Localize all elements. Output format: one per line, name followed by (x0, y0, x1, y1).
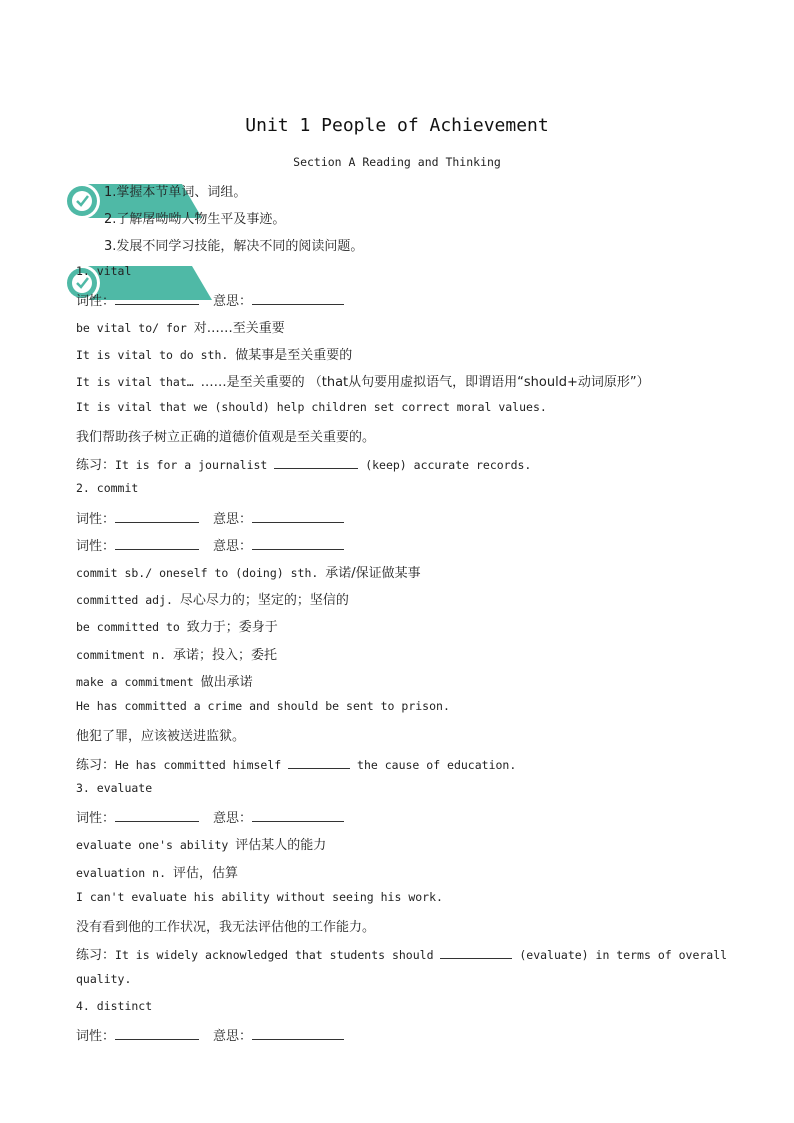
vital-example-cn: 我们帮助孩子树立正确的道德价值观是至关重要的。 (76, 430, 376, 445)
commit-phrase-3: be committed to 致力于；委身于 (76, 620, 278, 635)
page-title: Unit 1 People of Achievement (245, 115, 549, 136)
evaluate-phrase-1: evaluate one's ability 评估某人的能力 (76, 838, 327, 853)
commit-phrase-4: commitment n. 承诺；投入；委托 (76, 648, 277, 663)
commit-pos-meaning-row-2: 词性： 意思： (76, 535, 344, 554)
practice-blank[interactable] (274, 456, 358, 469)
word-heading-distinct: 4. distinct (76, 999, 153, 1013)
pos-blank[interactable] (115, 292, 199, 305)
pos-blank[interactable] (115, 537, 199, 550)
vital-phrase-3: It is vital that… ……是至关重要的 （that从句要用虚拟语气，即谓语用“should+动词原形”） (76, 375, 650, 390)
meaning-label: 意思： (213, 294, 253, 309)
evaluate-pos-meaning-row: 词性： 意思： (76, 807, 344, 826)
distinct-pos-meaning-row: 词性： 意思： (76, 1025, 344, 1044)
evaluate-practice: 练习：It is widely acknowledged that students should (evaluate) in terms of overall (76, 948, 728, 963)
commit-phrase-2: committed adj. 尽心尽力的；坚定的；坚信的 (76, 593, 349, 608)
word-heading-vital: 1. vital (76, 264, 132, 278)
meaning-blank[interactable] (252, 510, 344, 523)
objective-3: 3.发展不同学习技能，解决不同的阅读问题。 (104, 239, 364, 254)
meaning-blank[interactable] (252, 809, 344, 822)
vital-example-en: It is vital that we (should) help children set correct moral values. (76, 400, 547, 414)
vital-phrase-2: It is vital to do sth. 做某事是至关重要的 (76, 348, 353, 363)
commit-pos-meaning-row-1: 词性： 意思： (76, 508, 344, 527)
pos-blank[interactable] (115, 510, 199, 523)
evaluate-practice-cont: quality. (76, 972, 132, 986)
page-subtitle: Section A Reading and Thinking (293, 155, 501, 169)
practice-blank[interactable] (288, 756, 350, 769)
practice-blank[interactable] (440, 946, 512, 959)
meaning-blank[interactable] (252, 537, 344, 550)
pos-blank[interactable] (115, 1027, 199, 1040)
pos-label: 词性： (76, 294, 116, 309)
commit-practice: 练习：He has committed himself the cause of education. (76, 758, 517, 773)
pos-blank[interactable] (115, 809, 199, 822)
objective-1: 1.掌握本节单词、词组。 (104, 185, 247, 200)
evaluate-example-cn: 没有看到他的工作状况，我无法评估他的工作能力。 (76, 920, 376, 935)
commit-example-en: He has committed a crime and should be sent to prison. (76, 699, 450, 713)
meaning-blank[interactable] (252, 292, 344, 305)
meaning-blank[interactable] (252, 1027, 344, 1040)
evaluate-phrase-2: evaluation n. 评估，估算 (76, 866, 238, 881)
word-heading-commit: 2. commit (76, 481, 139, 495)
objective-2: 2.了解屠呦呦人物生平及事迹。 (104, 212, 286, 227)
word-heading-evaluate: 3. evaluate (76, 781, 153, 795)
commit-example-cn: 他犯了罪，应该被送进监狱。 (76, 729, 246, 744)
vital-pos-meaning-row (76, 290, 344, 309)
vital-practice: 练习：It is for a journalist (keep) accurate records. (76, 458, 532, 473)
vital-phrase-1: be vital to/ for 对……至关重要 (76, 321, 285, 336)
commit-phrase-1: commit sb./ oneself to (doing) sth. 承诺/保证做某事 (76, 566, 421, 581)
evaluate-example-en: I can't evaluate his ability without seeing his work. (76, 890, 443, 904)
commit-phrase-5: make a commitment 做出承诺 (76, 675, 253, 690)
